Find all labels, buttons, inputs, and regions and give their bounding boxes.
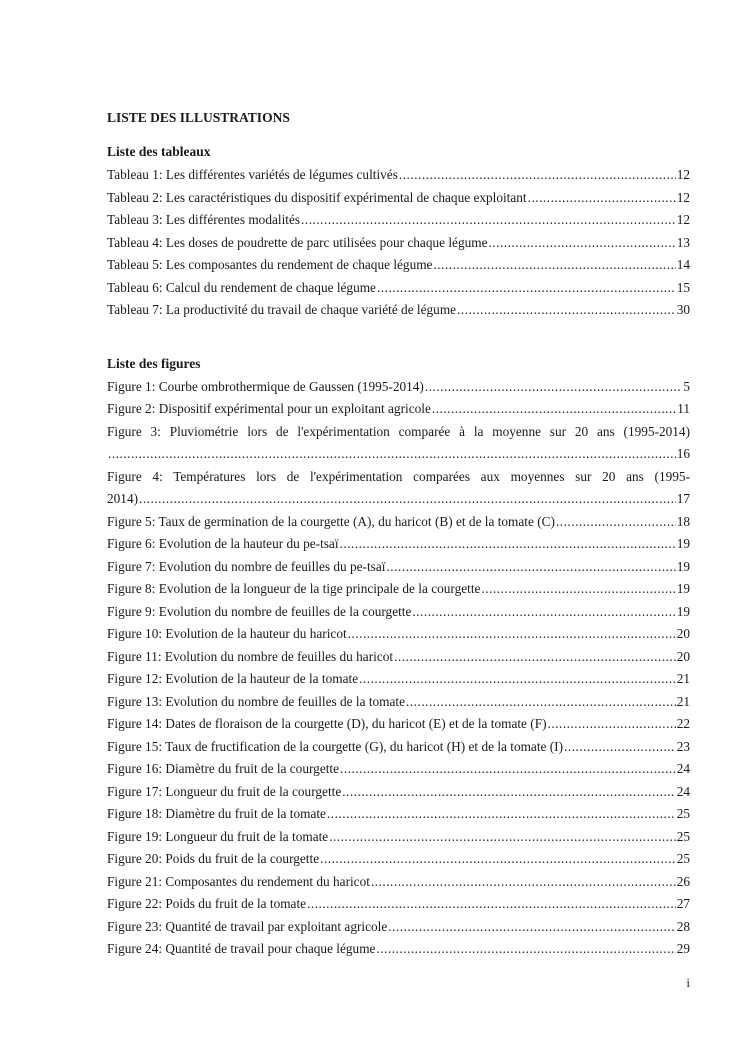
dot-leader	[340, 533, 676, 556]
toc-entry-figure-12[interactable]	[107, 668, 690, 691]
dot-leader	[548, 713, 676, 736]
page-number: i	[686, 975, 690, 990]
toc-entry-label: Figure 24: Quantité de travail pour chaque légume	[107, 941, 376, 956]
toc-entry-page: 5	[683, 378, 690, 394]
dot-leader	[432, 398, 676, 421]
toc-entry-page: 19	[676, 603, 690, 619]
dot-leader	[377, 277, 676, 300]
toc-entry-page: 24	[676, 783, 690, 799]
toc-entry-label-line1: Figure 4: Températures lors de l'expérimentation comparées aux moyennes sur 20 ans (1995-	[107, 468, 690, 484]
toc-entry-label: Figure 15: Taux de fructification de la courgette (G), du haricot (H) et de la tomate (I)	[107, 738, 564, 754]
toc-entry-page: 12	[676, 189, 690, 205]
toc-entry-table-6[interactable]	[107, 277, 690, 300]
toc-entry-label: Tableau 5: Les composantes du rendement de chaque légume	[107, 257, 433, 272]
dot-leader	[388, 916, 675, 939]
dot-leader	[481, 578, 675, 601]
tables-list	[107, 164, 690, 322]
toc-entry-table-4[interactable]	[107, 232, 690, 255]
dot-leader	[457, 299, 676, 322]
toc-entry-page: 27	[676, 896, 690, 911]
toc-entry-page: 15	[676, 279, 690, 295]
toc-entry-page: 25	[676, 806, 690, 821]
dot-leader	[399, 164, 676, 187]
toc-entry-figure-8[interactable]	[107, 578, 690, 601]
toc-entry-figure-6[interactable]	[107, 533, 690, 556]
toc-entry-label: Figure 9: Evolution du nombre de feuilles de la courgette	[107, 603, 412, 619]
dot-leader	[329, 826, 676, 849]
toc-entry-page: 13	[676, 234, 690, 250]
toc-entry-label: Figure 22: Poids du fruit de la tomate	[107, 896, 307, 911]
toc-entry-page: 19	[676, 536, 690, 551]
dot-leader	[406, 691, 676, 714]
toc-entry-page: 20	[676, 648, 690, 664]
figures-list-heading: Liste des figures	[107, 355, 201, 371]
toc-entry-label: Figure 21: Composantes du rendement du haricot	[107, 873, 370, 889]
toc-entry-label: Tableau 3: Les différentes modalités	[107, 212, 301, 227]
toc-entry-figure-16[interactable]	[107, 758, 690, 781]
toc-entry-page: 20	[676, 626, 690, 641]
dot-leader	[433, 254, 675, 277]
toc-entry-page: 26	[676, 873, 690, 889]
toc-entry-page: 29	[676, 941, 690, 956]
toc-entry-label: Tableau 1: Les différentes variétés de légumes cultivés	[107, 167, 398, 182]
dot-leader	[348, 623, 676, 646]
toc-entry-label: Figure 20: Poids du fruit de la courgette	[107, 851, 320, 866]
toc-entry-page: 14	[676, 257, 690, 272]
toc-entry-label-line1: Figure 3: Pluviométrie lors de l'expérimentation comparée à la moyenne sur 20 ans (1995-2014)	[107, 423, 690, 439]
toc-entry-figure-22[interactable]	[107, 893, 690, 916]
toc-entry-figure-14[interactable]	[107, 713, 690, 736]
dot-leader	[327, 803, 676, 826]
figures-list-section	[107, 356, 690, 961]
dot-leader	[108, 443, 676, 466]
toc-entry-figure-17[interactable]	[107, 781, 690, 804]
toc-entry-label: Figure 16: Diamètre du fruit de la courgette	[107, 761, 340, 776]
toc-entry-figure-7[interactable]	[107, 556, 690, 579]
toc-entry-label: Figure 11: Evolution du nombre de feuilles du haricot	[107, 648, 394, 664]
toc-entry-page: 25	[676, 828, 690, 844]
toc-entry-label: Figure 2: Dispositif expérimental pour un exploitant agricole	[107, 401, 431, 416]
page-title: LISTE DES ILLUSTRATIONS	[107, 110, 290, 125]
toc-entry-label: Figure 19: Longueur du fruit de la tomate	[107, 828, 329, 844]
dot-leader	[301, 209, 676, 232]
toc-entry-page: 24	[676, 761, 690, 776]
toc-entry-page: 30	[676, 302, 690, 317]
toc-entry-label-line2: 2014)	[107, 491, 139, 506]
toc-entry-label: Figure 10: Evolution de la hauteur du haricot	[107, 626, 347, 641]
toc-entry-figure-5[interactable]	[107, 511, 690, 534]
toc-entry-figure-24[interactable]	[107, 938, 690, 961]
dot-leader	[139, 488, 676, 511]
toc-entry-label: Tableau 7: La productivité du travail de chaque variété de légume	[107, 302, 457, 317]
dot-leader	[386, 556, 675, 579]
dot-leader	[342, 781, 675, 804]
toc-entry-page: 18	[676, 513, 690, 529]
toc-entry-figure-20[interactable]	[107, 848, 690, 871]
toc-entry-page: 12	[676, 167, 690, 182]
toc-entry-figure-21[interactable]	[107, 871, 690, 894]
dot-leader	[412, 601, 675, 624]
dot-leader	[394, 646, 676, 669]
toc-entry-figure-9[interactable]	[107, 601, 690, 624]
toc-entry-page: 21	[676, 693, 690, 709]
toc-entry-label: Tableau 6: Calcul du rendement de chaque légume	[107, 279, 376, 295]
toc-entry-page: 19	[676, 581, 690, 596]
toc-entry-table-3[interactable]	[107, 209, 690, 232]
toc-entry-page: 16	[676, 446, 690, 461]
dot-leader	[556, 511, 676, 534]
toc-entry-label: Figure 8: Evolution de la longueur de la tige principale de la courgette	[107, 581, 481, 596]
toc-entry-figure-1[interactable]	[107, 376, 690, 399]
toc-entry-figure-15[interactable]	[107, 736, 690, 759]
dot-leader	[371, 871, 676, 894]
toc-entry-figure-4[interactable]	[107, 466, 690, 511]
dot-leader	[528, 187, 676, 210]
toc-entry-label: Tableau 2: Les caractéristiques du dispositif expérimental de chaque exploitant	[107, 189, 527, 205]
dot-leader	[376, 938, 675, 961]
toc-entry-page: 28	[676, 918, 690, 934]
toc-entry-page: 23	[676, 738, 690, 754]
toc-entry-figure-18[interactable]	[107, 803, 690, 826]
toc-entry-page: 12	[676, 212, 690, 227]
document-page	[107, 110, 690, 961]
toc-entry-label: Figure 14: Dates de floraison de la courgette (D), du haricot (E) et de la tomate (F)	[107, 716, 547, 731]
toc-entry-figure-3[interactable]	[107, 421, 690, 466]
toc-entry-table-5[interactable]	[107, 254, 690, 277]
toc-entry-table-7[interactable]	[107, 299, 690, 322]
toc-entry-figure-19[interactable]	[107, 826, 690, 849]
toc-entry-figure-13[interactable]	[107, 691, 690, 714]
toc-entry-page: 25	[676, 851, 690, 866]
dot-leader	[425, 376, 682, 399]
tables-list-section	[107, 144, 690, 322]
toc-entry-label: Figure 13: Evolution du nombre de feuilles de la tomate	[107, 693, 406, 709]
toc-entry-label: Figure 5: Taux de germination de la courgette (A), du haricot (B) et de la tomate (C)	[107, 513, 555, 529]
toc-entry-label: Figure 23: Quantité de travail par exploitant agricole	[107, 918, 388, 934]
toc-entry-label: Figure 17: Longueur du fruit de la courgette	[107, 783, 342, 799]
toc-entry-label: Figure 1: Courbe ombrothermique de Gaussen (1995-2014)	[107, 378, 424, 394]
toc-entry-page: 11	[677, 401, 690, 416]
dot-leader	[564, 736, 676, 759]
toc-entry-table-1[interactable]	[107, 164, 690, 187]
toc-entry-label: Tableau 4: Les doses de poudrette de parc utilisées pour chaque légume	[107, 234, 488, 250]
toc-entry-page: 22	[676, 716, 690, 731]
toc-entry-figure-23[interactable]	[107, 916, 690, 939]
dot-leader	[340, 758, 676, 781]
toc-entry-label: Figure 7: Evolution du nombre de feuilles du pe-tsaï	[107, 558, 386, 574]
toc-entry-table-2[interactable]	[107, 187, 690, 210]
toc-entry-label: Figure 6: Evolution de la hauteur du pe-tsaï	[107, 536, 339, 551]
figures-list	[107, 376, 690, 961]
toc-entry-figure-10[interactable]	[107, 623, 690, 646]
dot-leader	[320, 848, 676, 871]
dot-leader	[307, 893, 676, 916]
toc-entry-figure-11[interactable]	[107, 646, 690, 669]
toc-entry-label: Figure 12: Evolution de la hauteur de la tomate	[107, 671, 359, 686]
toc-entry-page: 17	[676, 491, 690, 506]
toc-entry-label: Figure 18: Diamètre du fruit de la tomate	[107, 806, 326, 821]
dot-leader	[488, 232, 675, 255]
toc-entry-page: 21	[676, 671, 690, 686]
toc-entry-figure-2[interactable]	[107, 398, 690, 421]
tables-list-heading: Liste des tableaux	[107, 144, 211, 159]
dot-leader	[359, 668, 676, 691]
toc-entry-page: 19	[676, 558, 690, 574]
